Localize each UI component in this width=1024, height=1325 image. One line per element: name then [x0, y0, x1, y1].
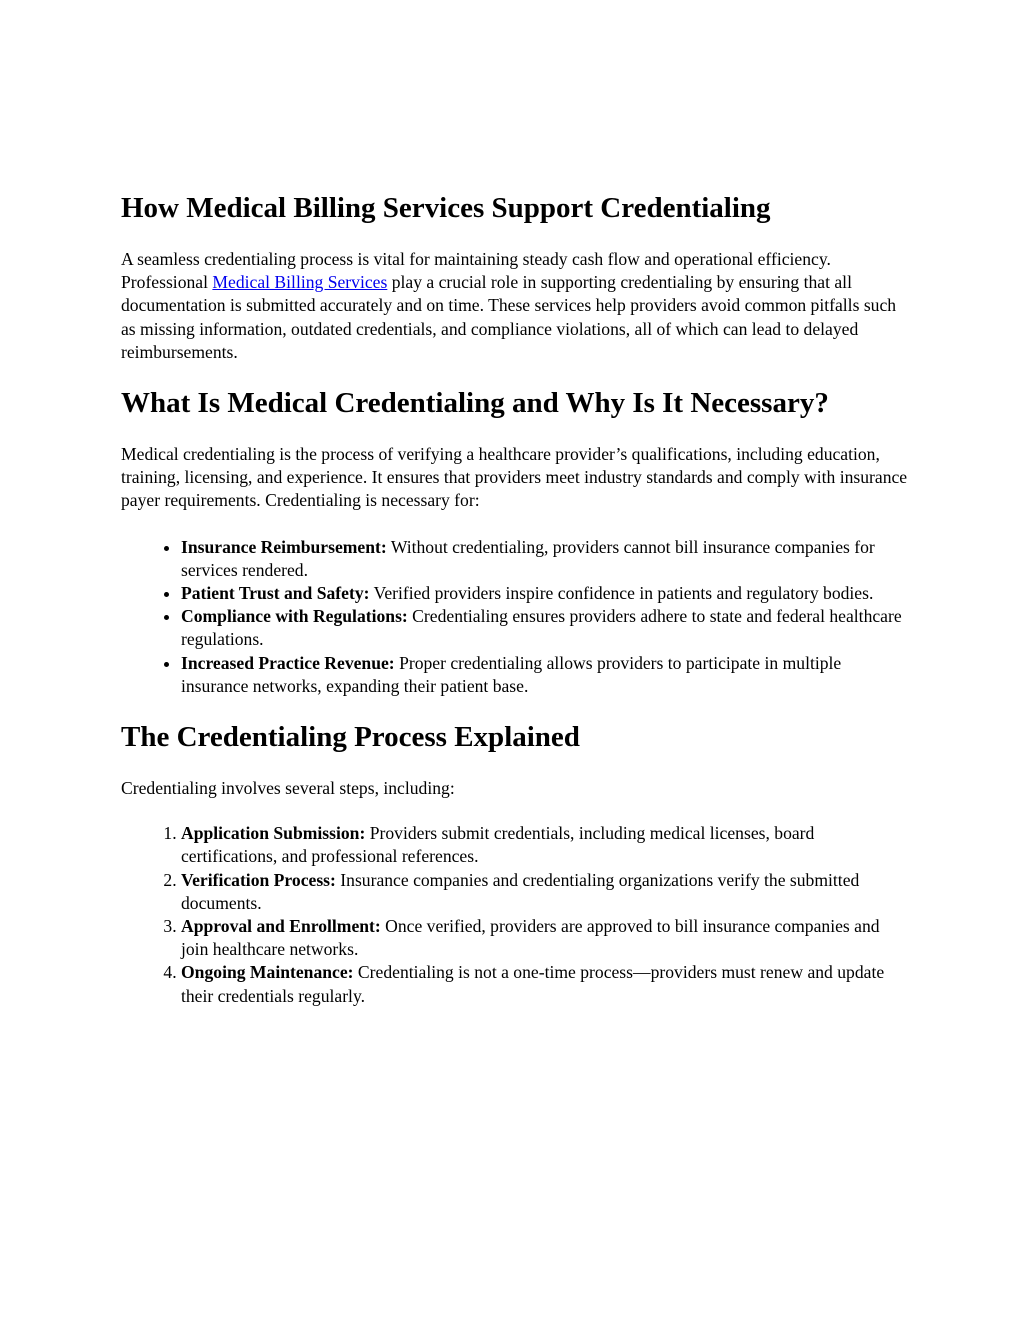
list-item [181, 869, 911, 915]
intro-paragraph [121, 248, 911, 364]
list-item [181, 582, 911, 605]
list-item-text: Verified providers inspire confidence in patients and regulatory bodies. [369, 583, 874, 604]
list-item-term: Compliance with Regulations: [181, 606, 408, 627]
process-intro-paragraph: Credentialing involves several steps, including: [121, 778, 455, 799]
section-heading-what-is-credentialing: What Is Medical Credentialing and Why Is It Necessary? [121, 387, 829, 420]
list-item-term: Approval and Enrollment: [181, 916, 381, 937]
list-item-text: Providers submit credentials, including medical licenses, board certifications, and professional references. [181, 823, 815, 867]
credentialing-definition-paragraph: Medical credentialing is the process of verifying a healthcare provider’s qualifications, including education, training, licensing, and experience. It ensures that providers meet industry standards and comply with insurance payer requirements. Credentialing is necessary for: [121, 444, 908, 511]
medical-billing-services-link[interactable]: Medical Billing Services [212, 272, 388, 293]
intro-text-end: play a crucial role in supporting credentialing by ensuring that all documentation is submitted accurately and on time. These services help providers avoid common pitfalls such as missing information, outdated credentials, and compliance violations, all of which can lead to delayed reimbursements. [121, 272, 897, 362]
list-item-term: Insurance Reimbursement: [181, 536, 387, 557]
list-item [181, 652, 911, 698]
section-heading-process-explained: The Credentialing Process Explained [121, 721, 580, 754]
list-item [181, 915, 911, 961]
list-item-term: Application Submission: [181, 823, 366, 844]
list-item [181, 822, 911, 868]
list-item-term: Verification Process: [181, 869, 336, 890]
intro-text-start: A seamless credentialing process is vital for maintaining steady cash flow and operational efficiency. Professional [121, 249, 831, 293]
list-item-term: Increased Practice Revenue: [181, 652, 395, 673]
list-item [181, 961, 911, 1007]
list-item [181, 605, 911, 651]
necessity-bullet-list [121, 536, 911, 698]
list-item-text: Without credentialing, providers cannot bill insurance companies for services rendered. [181, 536, 875, 580]
document-page [121, 190, 911, 1008]
list-item-text: Credentialing ensures providers adhere to state and federal healthcare regulations. [181, 606, 902, 650]
list-item-text: Once verified, providers are approved to bill insurance companies and join healthcare networks. [181, 916, 880, 960]
list-item-text: Insurance companies and credentialing organizations verify the submitted documents. [181, 869, 860, 913]
section-heading-billing-support: How Medical Billing Services Support Credentialing [121, 192, 771, 224]
list-item-text: Proper credentialing allows providers to participate in multiple insurance networks, expanding their patient base. [181, 652, 842, 696]
list-item [181, 536, 911, 582]
list-item-term: Patient Trust and Safety: [181, 583, 370, 604]
list-item-text: Credentialing is not a one-time process—providers must renew and update their credentials regularly. [181, 962, 885, 1006]
process-steps-list [121, 822, 911, 1008]
list-item-term: Ongoing Maintenance: [181, 962, 354, 983]
